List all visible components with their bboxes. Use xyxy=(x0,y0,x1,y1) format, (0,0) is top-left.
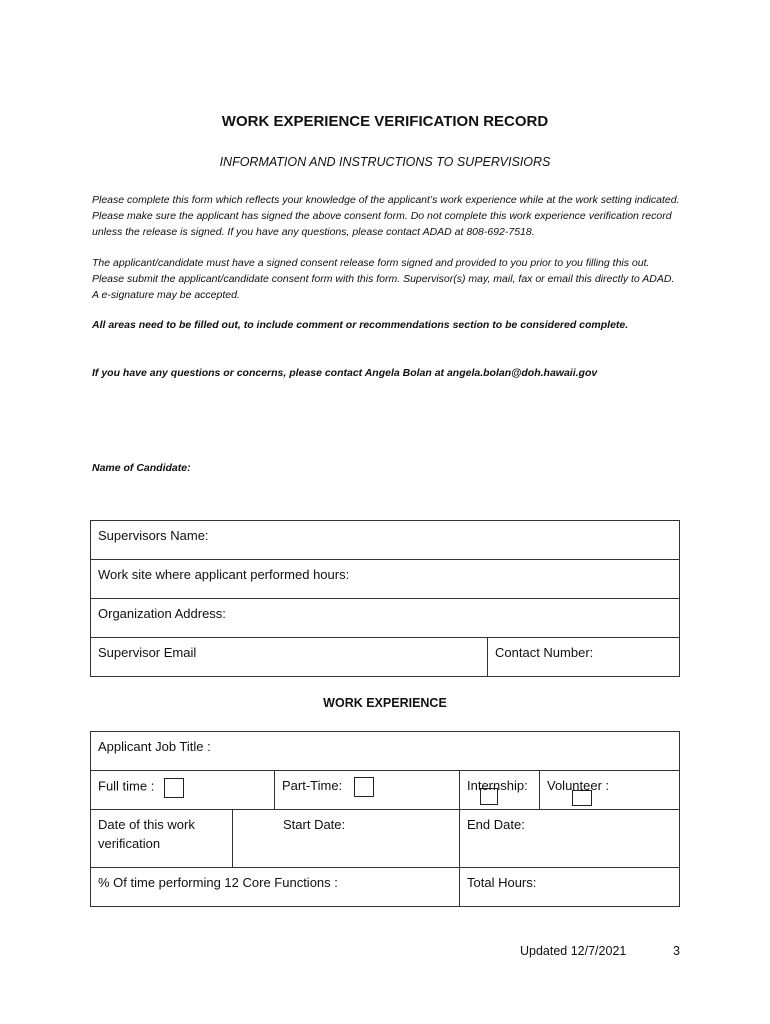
table-row xyxy=(91,732,680,771)
instructions-paragraph-1: Please complete this form which reflects your knowledge of the applicant’s work experience while at the work setting indicated. Please make sure the applicant has signed the above consent form. Do not complete this work experience verification record unless the release is signed. If you have any questions, please contact ADAD at 808-692-7518. xyxy=(92,194,680,238)
footer-page-number: 3 xyxy=(673,944,680,958)
supervisor-name-field[interactable] xyxy=(91,521,680,560)
footer-updated-date: Updated 12/7/2021 xyxy=(520,944,627,958)
work-experience-table xyxy=(90,731,680,907)
internship-cell xyxy=(460,771,540,810)
core-functions-percent-label: % Of time performing 12 Core Functions : xyxy=(98,875,338,890)
form-subtitle: INFORMATION AND INSTRUCTIONS TO SUPERVISIORS xyxy=(219,155,551,169)
form-title: WORK EXPERIENCE VERIFICATION RECORD xyxy=(221,113,549,130)
table-row xyxy=(91,638,680,677)
total-hours-label: Total Hours: xyxy=(467,875,537,890)
table-row xyxy=(91,771,680,810)
end-date-label: End Date: xyxy=(467,817,525,832)
table-row xyxy=(91,521,680,560)
start-date-field[interactable] xyxy=(233,810,460,868)
table-row xyxy=(91,599,680,638)
volunteer-checkbox[interactable] xyxy=(572,790,592,806)
part-time-cell xyxy=(275,771,460,810)
completion-requirement-note: All areas need to be filled out, to include comment or recommendations section to be considered complete. xyxy=(92,319,629,331)
part-time-label: Part-Time: xyxy=(282,778,343,793)
start-date-label: Start Date: xyxy=(283,817,346,832)
job-title-label: Applicant Job Title : xyxy=(98,739,211,754)
work-site-label: Work site where applicant performed hours: xyxy=(98,567,350,582)
supervisor-email-label: Supervisor Email xyxy=(98,645,197,660)
table-row xyxy=(91,810,680,868)
part-time-checkbox[interactable] xyxy=(354,777,374,797)
organization-address-label: Organization Address: xyxy=(98,606,226,621)
job-title-field[interactable] xyxy=(91,732,680,771)
end-date-field[interactable] xyxy=(460,810,680,868)
table-row xyxy=(91,560,680,599)
instructions-paragraph-2: The applicant/candidate must have a signed consent release form signed and provided to you prior to you filling this out. Please submit the applicant/candidate consent form with this form. Supervisor(s) may, mail, fax or email this directly to ADAD. A e-signature may be accepted. xyxy=(92,257,675,301)
work-site-field[interactable] xyxy=(91,560,680,599)
full-time-label: Full time : xyxy=(98,778,155,794)
contact-note: If you have any questions or concerns, please contact Angela Bolan at angela.bolan@doh.hawaii.gov xyxy=(92,367,598,379)
core-functions-percent-field[interactable] xyxy=(91,868,460,907)
supervisor-name-label: Supervisors Name: xyxy=(98,528,209,543)
table-row xyxy=(91,868,680,907)
contact-number-field[interactable] xyxy=(488,638,680,677)
internship-checkbox[interactable] xyxy=(480,788,498,805)
full-time-checkbox[interactable] xyxy=(164,778,184,798)
supervisor-email-field[interactable] xyxy=(91,638,488,677)
volunteer-cell xyxy=(540,771,680,810)
full-time-cell xyxy=(91,771,275,810)
internship-label: Internship: xyxy=(467,778,528,793)
supervisor-info-table xyxy=(90,520,680,677)
volunteer-label: Volunteer : xyxy=(547,778,610,793)
work-experience-heading: WORK EXPERIENCE xyxy=(323,696,447,710)
total-hours-field[interactable] xyxy=(460,868,680,907)
contact-number-label: Contact Number: xyxy=(495,645,594,660)
organization-address-field[interactable] xyxy=(91,599,680,638)
candidate-name-label: Name of Candidate: xyxy=(92,462,191,474)
verification-date-label: Date of this work verification xyxy=(98,817,195,851)
verification-date-field[interactable] xyxy=(91,810,233,868)
